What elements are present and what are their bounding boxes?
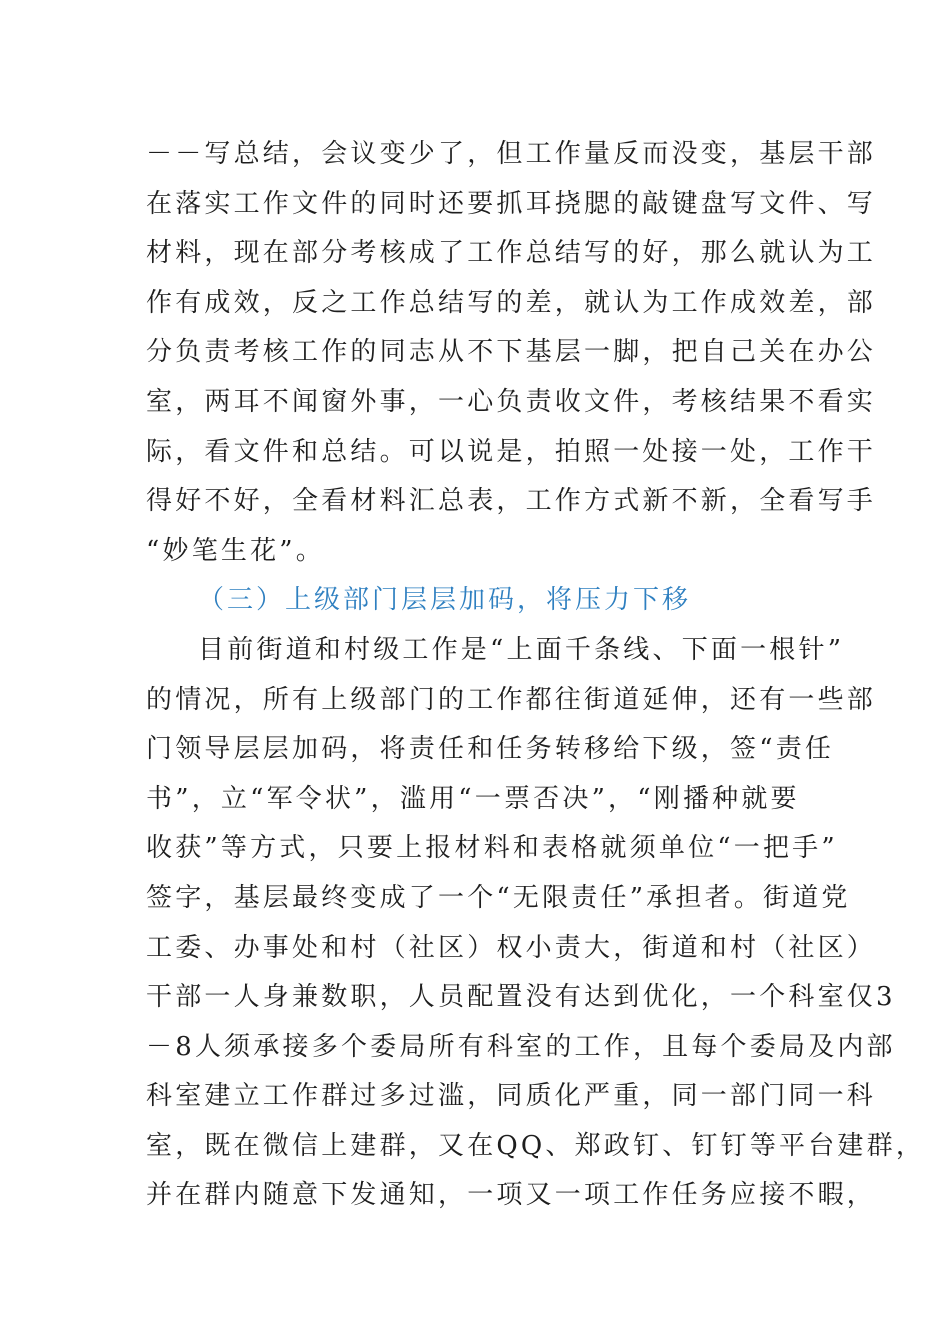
text-line: 际，看文件和总结。可以说是，拍照一处接一处，工作干 [146,436,877,467]
text-line: “妙笔生花”。 [146,535,325,566]
text-line: 分负责考核工作的同志从不下基层一脚，把自己关在办公 [146,337,877,368]
text-line: 得好不好，全看材料汇总表，工作方式新不新，全看写手 [146,486,877,517]
text-line: 干部一人身兼数职，人员配置没有达到优化，一个科室仅3 [146,982,896,1013]
text-line: 在落实工作文件的同时还要抓耳挠腮的敲键盘写文件、写 [146,188,877,219]
text-line: 室，两耳不闻窗外事，一心负责收文件，考核结果不看实 [146,386,877,417]
text-line: 目前街道和村级工作是“上面千条线、下面一根针” [198,634,845,665]
section-heading: （三）上级部门层层加码，将压力下移 [198,585,692,616]
text-line: 科室建立工作群过多过滥，同质化严重，同一部门同一科 [146,1081,877,1112]
document-body [146,130,926,1221]
text-line: 书”，立“军令状”，滥用“一票否决”，“刚播种就要 [146,783,800,814]
text-line: 并在群内随意下发通知，一项又一项工作任务应接不暇， [146,1180,877,1211]
text-line: 室，既在微信上建群，又在QQ、郑政钉、钉钉等平台建群， [146,1130,926,1161]
text-line: －8人须承接多个委局所有科室的工作，且每个委局及内部 [146,1031,896,1062]
text-line: 门领导层层加码，将责任和任务转移给下级，签“责任 [146,734,835,765]
text-line: 签字，基层最终变成了一个“无限责任”承担者。街道党 [146,882,851,913]
text-line: －－写总结，会议变少了，但工作量反而没变，基层干部 [146,139,877,169]
text-line: 工委、办事处和村（社区）权小责大，街道和村（社区） [146,932,877,963]
text-line: 作有成效，反之工作总结写的差，就认为工作成效差，部 [146,287,877,318]
text-line: 收获”等方式，只要上报材料和表格就须单位“一把手” [146,833,838,864]
text-line: 材料，现在部分考核成了工作总结写的好，那么就认为工 [146,238,877,269]
text-line: 的情况，所有上级部门的工作都往街道延伸，还有一些部 [146,684,877,715]
